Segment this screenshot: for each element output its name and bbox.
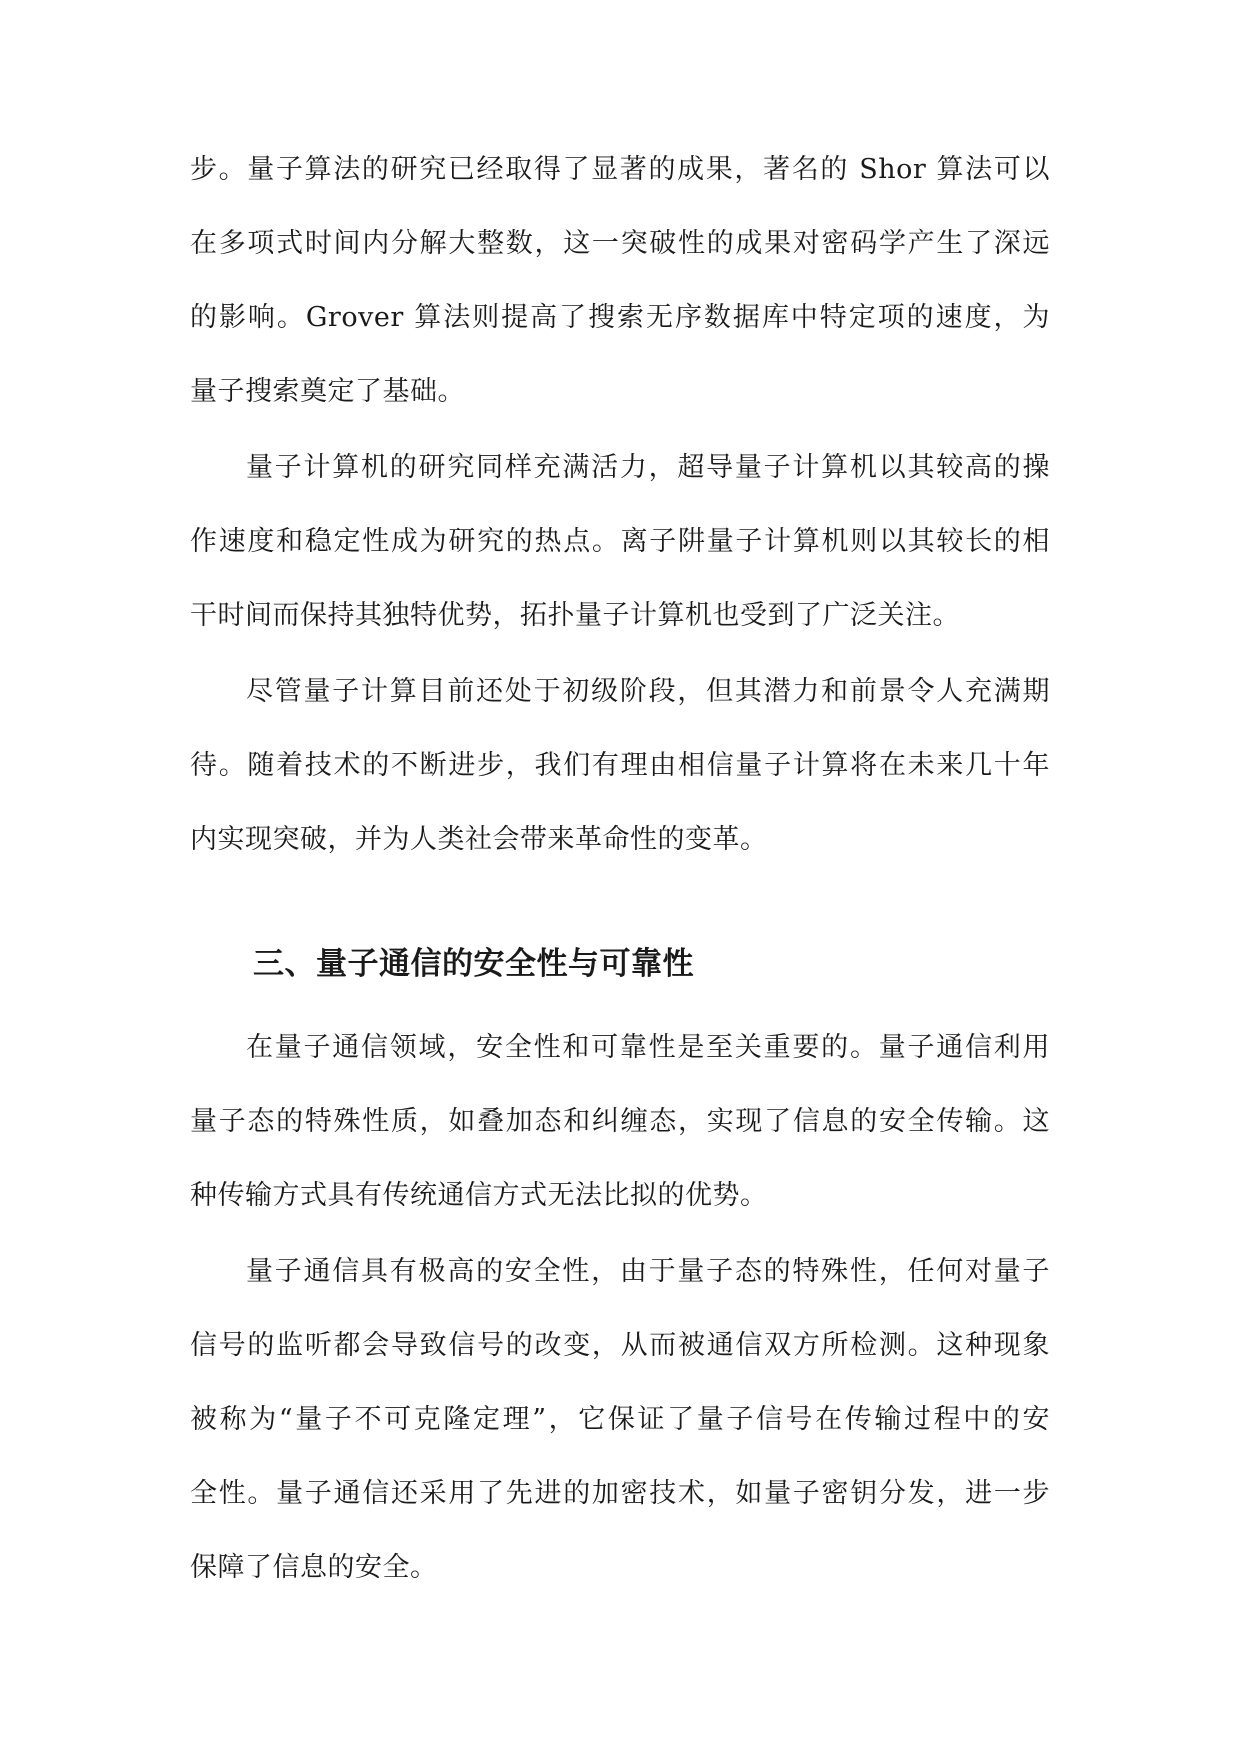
paragraph-line: 保障了信息的安全。: [190, 1552, 438, 1583]
section-heading: 三、量子通信的安全性与可靠性: [253, 946, 694, 982]
paragraph-line: 尽管量子计算目前还处于初级阶段，但其潜力和前景令人充满期: [246, 676, 1050, 707]
paragraph-line: 作速度和稳定性成为研究的热点。离子阱量子计算机则以其较长的相: [190, 526, 1050, 557]
paragraph-line: 内实现突破，并为人类社会带来革命性的变革。: [190, 824, 768, 855]
paragraph-line: 待。随着技术的不断进步，我们有理由相信量子计算将在未来几十年: [190, 750, 1050, 781]
paragraph-line: 量子通信具有极高的安全性，由于量子态的特殊性，任何对量子: [246, 1256, 1050, 1287]
paragraph-line: 在多项式时间内分解大整数，这一突破性的成果对密码学产生了深远: [190, 228, 1050, 259]
paragraph-line: 的影响。Grover 算法则提高了搜索无序数据库中特定项的速度，为: [190, 302, 1050, 333]
paragraph-line: 量子态的特殊性质，如叠加态和纠缠态，实现了信息的安全传输。这: [190, 1106, 1050, 1137]
paragraph-line: 种传输方式具有传统通信方式无法比拟的优势。: [190, 1180, 768, 1211]
paragraph-line: 信号的监听都会导致信号的改变，从而被通信双方所检测。这种现象: [190, 1330, 1050, 1361]
paragraph-line: 全性。量子通信还采用了先进的加密技术，如量子密钥分发，进一步: [190, 1478, 1050, 1509]
paragraph-line: 在量子通信领域，安全性和可靠性是至关重要的。量子通信利用: [246, 1032, 1050, 1063]
paragraph-line: 干时间而保持其独特优势，拓扑量子计算机也受到了广泛关注。: [190, 600, 960, 631]
paragraph-line: 量子搜索奠定了基础。: [190, 376, 465, 407]
paragraph-line: 量子计算机的研究同样充满活力，超导量子计算机以其较高的操: [246, 452, 1050, 483]
paragraph-line: 步。量子算法的研究已经取得了显著的成果，著名的 Shor 算法可以: [190, 154, 1050, 185]
paragraph-line: 被称为“量子不可克隆定理”，它保证了量子信号在传输过程中的安: [190, 1404, 1050, 1435]
